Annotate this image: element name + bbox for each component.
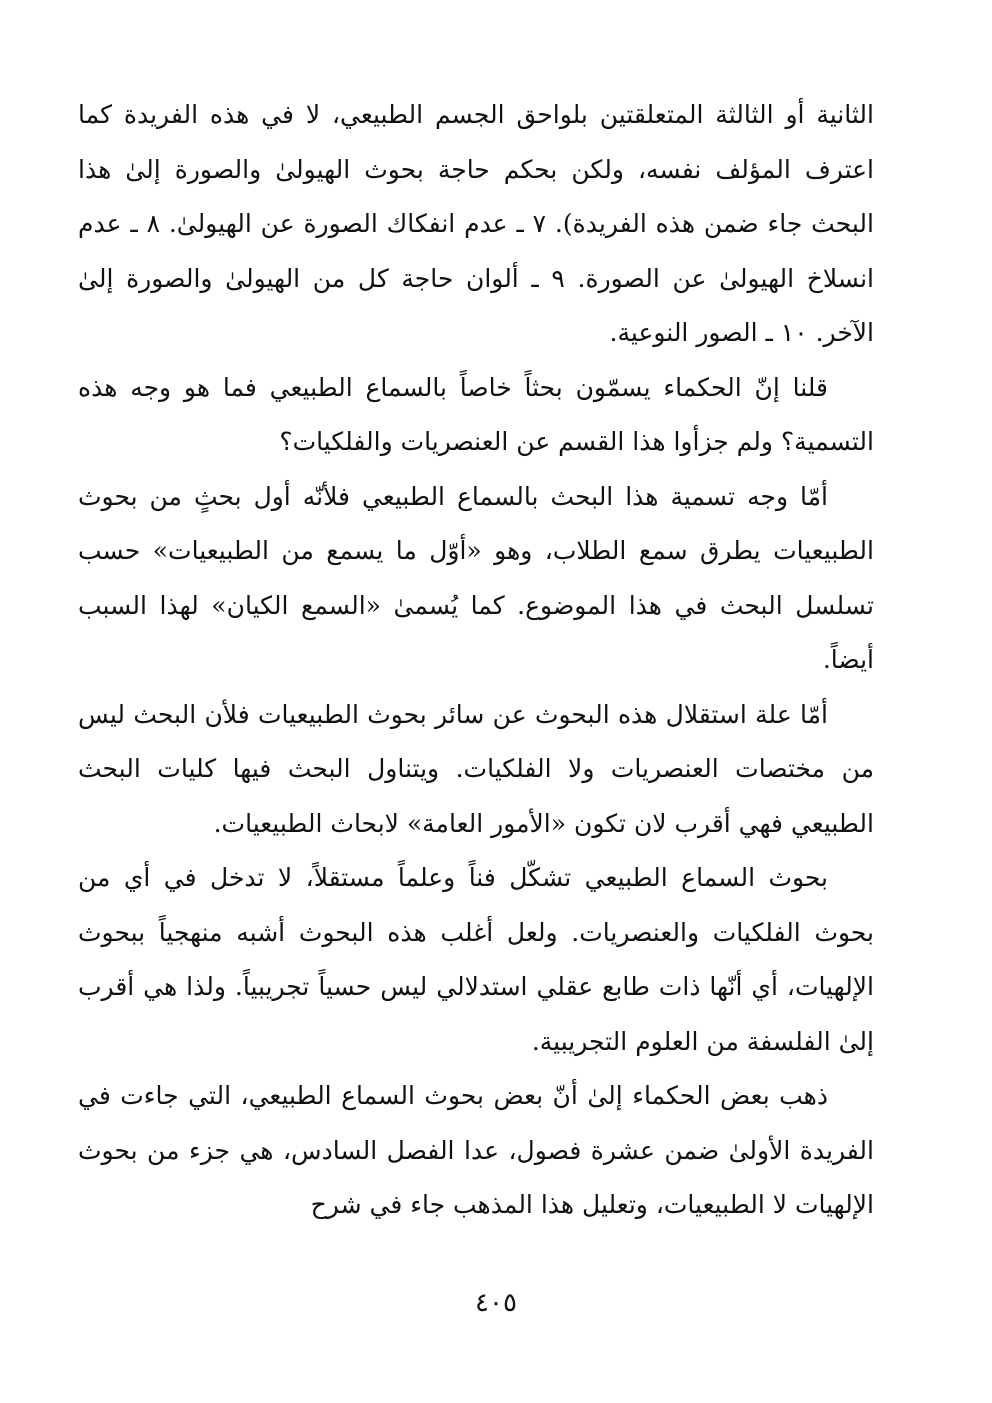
paragraph-question: قلنا إنّ الحكماء يسمّون بحثاً خاصاً بالسماع الطبيعي فما هو وجه هذه التسمية؟ ولم جزأوا هذا القسم عن العنصريات والفلكيات؟ — [78, 372, 874, 456]
paragraph-opinion: ذهب بعض الحكماء إلىٰ أنّ بعض بحوث السماع الطبيعي، التي جاءت في الفريدة الأولىٰ ضمن عشرة فصول، عدا الفصل السادس، هي جزء من بحوث الإلهيات لا الطبيعيات، وتعليل هذا المذهب جاء في شرح — [78, 1081, 874, 1219]
body-text — [78, 88, 874, 1233]
page-number: ٤٠٥ — [475, 1288, 517, 1318]
paragraph-independence: أمّا علة استقلال هذه البحوث عن سائر بحوث الطبيعيات فلأن البحث ليس من مختصات العنصريات ولا الفلكيات. ويتناول البحث فيها كليات البحث الطبيعي فهي أقرب لان تكون «الأمور العامة» لابحاث الطبيعيات. — [78, 699, 874, 838]
paragraph-methodology: بحوث السماع الطبيعي تشكّل فناً وعلماً مستقلاً، لا تدخل في أي من بحوث الفلكيات والعنصريات. ولعل أغلب هذه البحوث أشبه منهجياً ببحوث الإلهيات، أي أنّها ذات طابع عقلي استدلالي ليس حسياً تجريبياً. ولذا هي أقرب إلىٰ الفلسفة من العلوم التجريبية. — [78, 863, 874, 1056]
paragraph-continuation: الثانية أو الثالثة المتعلقتين بلواحق الجسم الطبيعي، لا في هذه الفريدة كما اعترف المؤلف نفسه، ولكن بحكم حاجة بحوث الهيولىٰ والصورة إلىٰ هذا البحث جاء ضمن هذه الفريدة). ٧ ـ عدم انفكاك الصورة عن الهيولىٰ. ٨ ـ عدم انسلاخ الهيولىٰ عن الصورة. ٩ ـ ألوان حاجة كل من الهيولىٰ والصورة إلىٰ الآخر. ١٠ ـ الصور النوعية. — [78, 100, 875, 347]
paragraph-naming: أمّا وجه تسمية هذا البحث بالسماع الطبيعي فلأنّه أول بحثٍ من بحوث الطبيعيات يطرق سمع الطلاب، وهو «أوّل ما يسمع من الطبيعيات» حسب تسلسل البحث في هذا الموضوع. كما يُسمىٰ «السمع الكيان» لهذا السبب أيضاً. — [78, 481, 874, 674]
